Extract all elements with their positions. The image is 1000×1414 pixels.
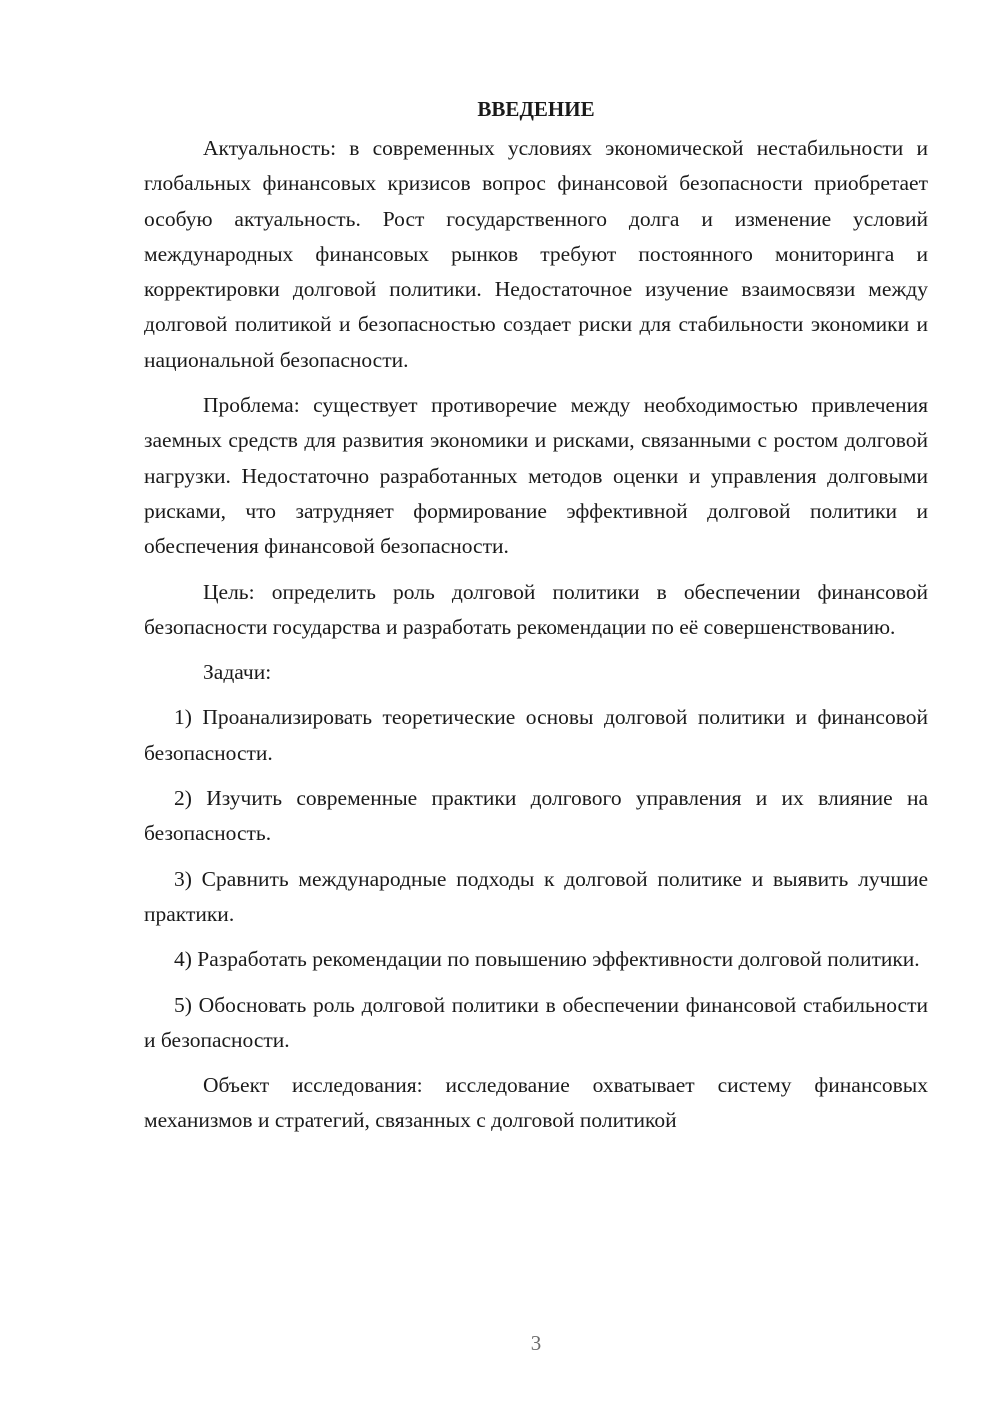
task-item-1: 1) Проанализировать теоретические основы долговой политики и финансовой безопасности. — [144, 705, 928, 765]
task-item-3: 3) Сравнить международные подходы к долговой политике и выявить лучшие практики. — [144, 866, 928, 926]
paragraph-object: Объект исследования: исследование охватывает систему финансовых механизмов и стратегий, связанных с долговой политикой — [144, 1073, 928, 1133]
page-number: 3 — [530, 1331, 542, 1355]
task-item-4: 4) Разработать рекомендации по повышению эффективности долговой политики. — [174, 947, 920, 972]
paragraph-goal: Цель: определить роль долговой политики в обеспечении финансовой безопасности государства и разработать рекомендации по её совершенствованию. — [144, 579, 928, 639]
paragraph-relevance: Актуальность: в современных условиях экономической нестабильности и глобальных финансовых кризисов вопрос финансовой безопасности приобретает особую актуальность. Рост государственного долга и изменение условий международных финансовых рынков требуют постоянного мониторинга и корректировки долговой политики. Недостаточное изучение взаимосвязи между долговой политикой и безопасностью создает риски для стабильности экономики и национальной безопасности. — [144, 136, 928, 372]
task-item-2: 2) Изучить современные практики долгового управления и их влияние на безопасность. — [144, 786, 928, 846]
document-body — [144, 92, 928, 1149]
task-item-5: 5) Обосновать роль долговой политики в обеспечении финансовой стабильности и безопасности. — [144, 992, 928, 1052]
section-title: ВВЕДЕНИЕ — [477, 97, 595, 121]
tasks-heading: Задачи: — [203, 660, 272, 685]
paragraph-problem: Проблема: существует противоречие между необходимостью привлечения заемных средств для развития экономики и рисками, связанными с ростом долговой нагрузки. Недостаточно разработанных методов оценки и управления долговыми рисками, что затрудняет формирование эффективной долговой политики и обеспечения финансовой безопасности. — [144, 393, 928, 559]
